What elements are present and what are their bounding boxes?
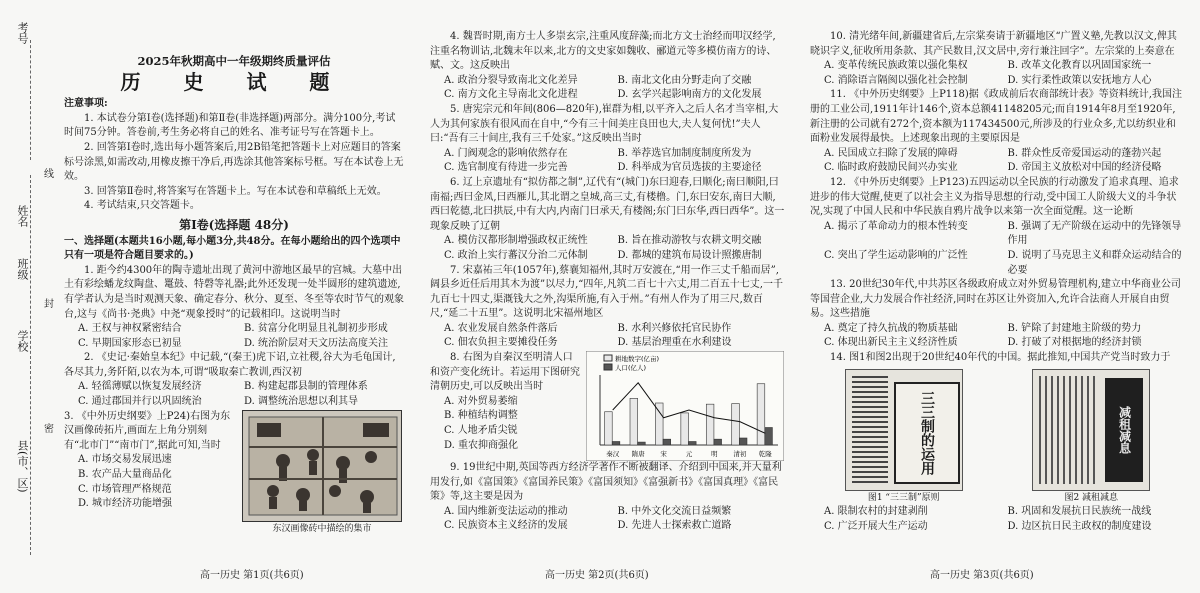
- question-14: 14. 图1和图2出现于20世纪40年代的中国。据此推知,中国共产党当时致力于: [830, 352, 1171, 364]
- option[interactable]: B. 举荐选官加制度制度所发为: [617, 147, 752, 159]
- question-12-options: [810, 220, 1185, 278]
- question-8-options: [430, 395, 580, 453]
- bar: [757, 384, 765, 445]
- question-7: 7. 宋嘉祐三年(1057年),蔡襄知福州,其时万安渡在,“用一作三丈千船而居”,阔县乡近任后用其木为渡”以尽力,“四年,凡筑二百七十六丈,用二百五十七丈,一千九百七十四丈,渠溉钱大之外,沟渠所施,有入于州。”有州人作为了用三尺,数百尺,“延二十五里”。这说明北宋福州地区: [430, 264, 783, 320]
- figure-1-caption: 图1 “三三制”原则: [867, 492, 940, 503]
- option[interactable]: C. 临时政府鼓励民间兴办实业: [824, 162, 958, 174]
- option[interactable]: A. 奠定了持久抗战的物质基础: [824, 322, 958, 334]
- option[interactable]: C. 早期国家形态已初显: [78, 337, 182, 349]
- option[interactable]: A. 民国成立扫除了发展的障碍: [824, 147, 958, 159]
- seal-mark-seal: 封: [44, 299, 54, 310]
- question-4-options: [430, 74, 785, 103]
- x-tick-label: 元: [685, 450, 693, 459]
- county-label: 县(市、区): [16, 440, 29, 493]
- option[interactable]: D. 玄学兴起影响南方的文化发展: [617, 89, 762, 101]
- seal-mark-dense: 密: [44, 424, 54, 435]
- question-12: 12. 《中外历史纲要》上P123)五四运动以全民族的行动激发了追求真理、追求进步的伟大觉醒,使更了以社会主义为指导思想的行动,受中国工人阶级大义的斗争状况,实现了中国人民和中华民族自鸦片战争以来第一次全面觉醒。这一论断: [810, 176, 1179, 218]
- page-1: [64, 30, 404, 550]
- name-label: 姓名: [16, 205, 29, 227]
- bar: [688, 442, 696, 446]
- option[interactable]: D. 重农抑商强化: [444, 439, 519, 451]
- option[interactable]: D. 说明了马克思主义和群众运动结合的必要: [1007, 249, 1182, 276]
- option[interactable]: C. 选官制度有待进一步完善: [444, 162, 568, 174]
- notice-item: 3. 回答第Ⅱ卷时,将答案写在答题卡上。写在本试卷和草稿纸上无效。: [84, 185, 387, 197]
- notice-item: 4. 考试结束,只交答题卡。: [84, 200, 200, 212]
- three-thirds-headline: 三三制的运用: [894, 382, 960, 484]
- question-5: 5. 唐宪宗元和年间(806—820年),崔群为相,以平齐入之后人名才当宰相,大人为其何家族有很风而在自中,“今有三十间美庄良田也大,夫人复何忧!”夫人曰:“吾有三十间庄,我有三千处家。”这反映出当时: [430, 103, 779, 145]
- option[interactable]: C. 人地矛盾尖锐: [444, 425, 518, 437]
- option[interactable]: C. 通过郡国并行以巩固统治: [78, 396, 202, 408]
- question-9-options: [430, 505, 785, 534]
- option[interactable]: C. 佃农负担主要摊役任务: [444, 337, 558, 349]
- brick-rubbing-image: [243, 411, 403, 521]
- question-4: 4. 魏晋时期,南方士人多崇玄宗,注重风度辞藻;而北方文士治经而叩汉经学,注重名物训诂,北魏末年以来,北方的文史家如魏收、郦道元等多模仿南方的诗、赋、文。这反映出: [430, 31, 777, 72]
- bar: [706, 404, 714, 445]
- bar: [630, 398, 638, 445]
- x-tick-label: 明: [711, 450, 718, 459]
- page-3: [810, 30, 1185, 550]
- bar: [739, 438, 747, 445]
- notice-item: 1. 本试卷分第Ⅰ卷(选择题)和第Ⅱ卷(非选择题)两部分。满分100分,考试时间75分钟。答卷前,考生务必将自己的姓名、准考证号写在答题卡上。: [64, 112, 396, 139]
- bar: [732, 404, 740, 445]
- x-tick-label: 宋: [660, 450, 667, 459]
- option[interactable]: B. 贫富分化明显且礼制初步形成: [244, 323, 388, 335]
- x-tick-label: 清初: [733, 450, 747, 459]
- option[interactable]: D. 都城的建筑布局设计照搬唐制: [617, 249, 762, 261]
- legend-swatch: [604, 364, 612, 370]
- question-3-options: [64, 453, 232, 511]
- rent-reduction-headline: 减租减息: [1105, 378, 1143, 482]
- option[interactable]: A. 市场交易发展迅速: [78, 454, 172, 466]
- blank-line: [30, 40, 31, 160]
- population-land-chart: [586, 351, 784, 461]
- question-5-options: [430, 147, 785, 176]
- seal-line: [30, 175, 31, 555]
- bar: [638, 442, 646, 445]
- question-1-options: [64, 322, 404, 351]
- option[interactable]: D. 城市经济功能增强: [78, 498, 173, 510]
- question-1: 1. 距今约4300年的陶寺遗址出现了黄河中游地区最早的宫城。大墓中出土有彩绘蟠龙纹陶盘、鼍鼓、特磬等礼器;此外还发现一处半圆形的建筑遗迹,有学者认为是当时观测天象、确定春分、秋分、夏至、冬至等农时节气的观象台,这与《尚书·尧典》中尧“观象授时”的记载相印。这说明当时: [64, 264, 404, 320]
- question-2: 2. 《史记·秦始皇本纪》中记载,“(秦王)虎下诏,立社稷,谷大为毛龟国计,各尽其力,务阡陌,以农为本,可谓“吸取秦亡教训,西汉初: [64, 352, 396, 378]
- bar: [655, 403, 663, 445]
- option[interactable]: A. 揭示了革命动力的根本性转变: [824, 220, 968, 232]
- page-3-footer: 高一历史 第3页(共6页): [930, 570, 1034, 581]
- option[interactable]: B. 巩固和发展抗日民族统一战线: [1007, 506, 1152, 518]
- legend-swatch: [604, 355, 612, 361]
- option[interactable]: A. 国内维新变法运动的推动: [444, 505, 568, 517]
- x-tick-label: 乾隆: [758, 450, 772, 459]
- bar: [605, 412, 613, 445]
- question-13-options: [810, 322, 1185, 351]
- option[interactable]: B. 农产品大量商品化: [78, 469, 172, 481]
- bar: [663, 439, 671, 445]
- rent-reduction-figure: [1032, 369, 1150, 491]
- option[interactable]: B. 铲除了封建地主阶级的势力: [1007, 322, 1142, 334]
- legend-label: 耕地数字(亿亩): [615, 355, 660, 364]
- option[interactable]: B. 种植结构调整: [444, 410, 518, 422]
- bar: [612, 442, 620, 446]
- option[interactable]: B. 强调了无产阶级在运动中的先锋领导作用: [1007, 220, 1182, 247]
- seal-mark-line: 线: [44, 169, 54, 180]
- option[interactable]: A. 政治分裂导致南北文化差异: [444, 74, 578, 86]
- bar: [765, 428, 773, 446]
- exam-no-label: 考号: [16, 22, 29, 44]
- question-10: 10. 清光绪年间,新疆建省后,左宗棠奏请于新疆地区“广置义塾,先教以汉文,俾其晓识字义,征收所用条款、其产民数目,汉文居中,旁行兼注回字”。左宗棠的上奏意在: [810, 31, 1177, 57]
- question-8: 8. 右图为自秦汉至明清人口和资产变化统计。若运用下图研究清朝历史,可以反映出当时: [430, 352, 580, 393]
- x-tick-label: 秦汉: [606, 450, 620, 459]
- question-10-options: [810, 59, 1185, 88]
- option[interactable]: D. 调整统治思想以利其导: [244, 396, 359, 408]
- option[interactable]: C. 南方文化主导南北文化进程: [444, 89, 578, 101]
- option[interactable]: D. 打破了对根据地的经济封锁: [1007, 337, 1142, 349]
- bar: [714, 439, 722, 445]
- option[interactable]: D. 先进人士探索救亡道路: [617, 520, 732, 532]
- option[interactable]: B. 群众性反帝爱国运动的蓬勃兴起: [1007, 147, 1162, 159]
- option[interactable]: A. 门阀观念的影响依然存在: [444, 147, 568, 159]
- question-3: 3. 《中外历史纲要》上P24)右图为东汉画像砖拓片,画面左上角分别刻有“北市门”“南市门”,据此可知,当时: [64, 410, 231, 451]
- bar: [681, 413, 689, 445]
- page-1-footer: 高一历史 第1页(共6页): [200, 570, 304, 581]
- page-2: [430, 30, 785, 550]
- brick-rubbing-figure: [242, 410, 402, 522]
- option[interactable]: D. 实行柔性政策以安抚地方人心: [1007, 74, 1152, 86]
- question-2-options: [64, 380, 404, 409]
- class-label: 班级: [16, 258, 29, 280]
- option[interactable]: D. 帝国主义放松对中国的经济侵略: [1007, 162, 1162, 174]
- option[interactable]: D. 边区抗日民主政权的制度建设: [1007, 520, 1152, 532]
- question-6-options: [430, 234, 785, 263]
- option[interactable]: A. 王权与神权紧密结合: [78, 323, 182, 335]
- question-7-options: [430, 322, 785, 351]
- option[interactable]: D. 基层治理重在水利建设: [617, 337, 732, 349]
- question-14-figures: [810, 369, 1185, 506]
- option[interactable]: A. 农业发展自然条件落后: [444, 322, 558, 334]
- part-intro: 一、选择题(本题共16小题,每小题3分,共48分。在每小题给出的四个选项中只有一项是符合题目要求的。): [64, 235, 401, 262]
- option[interactable]: A. 变革传统民族政策以强化集权: [824, 60, 968, 72]
- figure-caption: 东汉画像砖中描绘的集市: [272, 523, 372, 534]
- notice-heading: 注意事项:: [64, 98, 108, 110]
- option[interactable]: C. 突出了学生运动影响的广泛性: [824, 249, 968, 261]
- question-6: 6. 辽上京遗址有“拟仿都之制”,辽代有“(城门)东曰迎春,曰顺化;南曰顺阳,曰南福;西曰金凤,曰西雁儿,其北谓之皇城,高三丈,有楼橹。门,东曰安东,南曰大顺,西曰乾德,北曰拱辰,中有大内,内南门曰承天,有楼阁;东门曰东华,西曰西华”。这一现象反映了辽朝: [430, 176, 785, 232]
- subject-title: 历 史 试 题: [120, 69, 348, 94]
- option[interactable]: B. 构建起郡县制的管理体系: [244, 381, 368, 393]
- three-thirds-figure: [845, 369, 963, 491]
- option[interactable]: C. 市场管理严格规范: [78, 483, 172, 495]
- option[interactable]: B. 改革文化教育以巩固国家统一: [1007, 60, 1152, 72]
- question-11-options: [810, 147, 1185, 176]
- option[interactable]: A. 对外贸易萎缩: [444, 395, 518, 407]
- option[interactable]: C. 消除语言隔阂以强化社会控制: [824, 74, 968, 86]
- option[interactable]: C. 广泛开展大生产运动: [824, 520, 928, 532]
- question-11: 11. 《中外历史纲要》上P118)据《政成前后农商部统计表》等资料统计,我国注册的工业公司,1911年计146个,资本总额41148205元;而自1914年8月至1920年,新注册的公司就有272个,资本额为117434500元,所涉及的行业众多,尤以纺织业和面粉业发展得最快。上述现象出现的主要原因是: [810, 89, 1182, 145]
- question-8-block: [430, 351, 785, 461]
- figure-2-caption: 图2 减租减息: [1064, 492, 1119, 503]
- option[interactable]: B. 中外文化交流日益频繁: [617, 505, 732, 517]
- option[interactable]: B. 南北文化由分野走向了交融: [617, 74, 752, 86]
- option[interactable]: D. 统治阶层对天文历法高度关注: [244, 337, 389, 349]
- exam-title: 2025年秋期高中一年级期终质量评估: [137, 54, 331, 68]
- notice-item: 2. 回答第Ⅰ卷时,选出每小题答案后,用2B铅笔把答题卡上对应题目的答案标号涂黑,如需改动,用橡皮擦干净后,再选涂其他答案标号框。写在本试卷上无效。: [64, 141, 404, 183]
- option[interactable]: A. 模仿汉都形制增强政权正统性: [444, 235, 588, 247]
- option[interactable]: B. 水利兴修依托官民协作: [617, 322, 732, 334]
- option[interactable]: B. 旨在推动游牧与农耕文明交融: [617, 235, 762, 247]
- option[interactable]: A. 轻徭薄赋以恢复发展经济: [78, 381, 202, 393]
- section-heading: 第Ⅰ卷(选择题 48分): [179, 217, 289, 232]
- page-2-footer: 高一历史 第2页(共6页): [545, 570, 649, 581]
- option[interactable]: C. 体现出新民主主义经济性质: [824, 337, 958, 349]
- question-14-options: [810, 505, 1185, 534]
- question-13: 13. 20世纪30年代,中共苏区各级政府成立对外贸易管理机构,建立中华商业公司等国营企业,大力发展合作社经济,同时在苏区让外资加入,允许合法商人开展自由贸易。这些措施: [810, 279, 1181, 320]
- legend-label: 人口(亿人): [615, 364, 647, 373]
- option[interactable]: A. 限制农村的封建剥削: [824, 506, 928, 518]
- question-9: 9. 19世纪中期,英国等西方经济学著作不断被翻译、介绍到中国来,并大量利用发行,如《富国策》《富国养民策》《富国须知》《富强新书》《富国真理》《富民策》等,这主要是因为: [430, 462, 782, 503]
- question-3-block: [64, 410, 404, 537]
- x-tick-label: 隋唐: [631, 450, 645, 459]
- option[interactable]: C. 政治上实行蕃汉分治二元体制: [444, 249, 588, 261]
- option[interactable]: C. 民族资本主义经济的发展: [444, 520, 568, 532]
- school-label: 学校: [16, 330, 29, 352]
- option[interactable]: D. 科举成为官员选拔的主要途径: [617, 162, 762, 174]
- binding-gutter: [0, 0, 62, 593]
